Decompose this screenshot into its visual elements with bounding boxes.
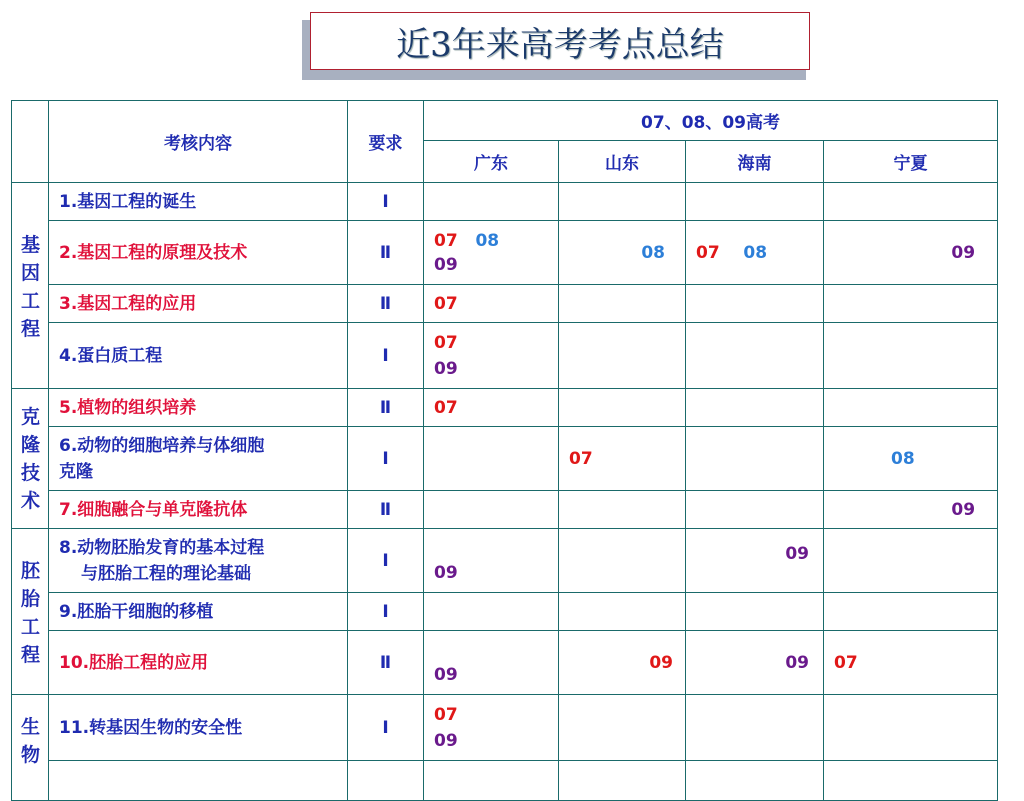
year-label: 09: [434, 358, 458, 379]
corner-cell: [12, 101, 49, 183]
cell-guangdong: [424, 221, 559, 285]
row-requirement: Ⅱ: [348, 221, 424, 285]
cell-shandong: [559, 389, 686, 427]
cell-guangdong: [424, 183, 559, 221]
year-label: 07: [434, 230, 458, 251]
year-label: 07: [569, 448, 593, 469]
year-label: 08: [641, 242, 665, 263]
row-requirement: Ⅰ: [348, 323, 424, 389]
cell-ningxia: [824, 631, 998, 695]
page-title: 近3年来高考考点总结: [310, 12, 810, 70]
cell-empty: [559, 761, 686, 801]
year-label: 07: [434, 332, 458, 353]
cell-shandong: [559, 427, 686, 491]
year-label: 08: [891, 448, 915, 469]
row-requirement: Ⅱ: [348, 631, 424, 695]
cell-ningxia: [824, 695, 998, 761]
year-label: 09: [785, 652, 809, 673]
cell-guangdong: [424, 529, 559, 593]
cell-shandong: [559, 183, 686, 221]
group-gene-engineering: 基因工程: [12, 183, 49, 389]
row-requirement: Ⅰ: [348, 183, 424, 221]
cell-hainan: [686, 631, 824, 695]
cell-hainan: [686, 529, 824, 593]
year-label: 08: [743, 242, 768, 263]
year-label: 09: [434, 730, 458, 751]
year-label: 07: [696, 242, 720, 263]
cell-ningxia: [824, 389, 998, 427]
cell-guangdong: [424, 491, 559, 529]
cell-shandong: [559, 529, 686, 593]
group-biology: 生物: [12, 695, 49, 801]
year-label: 09: [434, 254, 458, 275]
row-item-label: 2.基因工程的原理及技术: [49, 221, 348, 285]
cell-empty: [824, 761, 998, 801]
header-region-hainan: 海南: [686, 141, 824, 183]
cell-hainan: [686, 183, 824, 221]
cell-ningxia: [824, 285, 998, 323]
cell-empty: [686, 761, 824, 801]
row-requirement: Ⅰ: [348, 593, 424, 631]
row-item-label: 9.胚胎干细胞的移植: [49, 593, 348, 631]
cell-ningxia: [824, 221, 998, 285]
row-item-label: 8.动物胚胎发育的基本过程 与胚胎工程的理论基础: [49, 529, 348, 593]
cell-guangdong: [424, 323, 559, 389]
cell-hainan: [686, 389, 824, 427]
year-label: 09: [649, 652, 673, 673]
row-item-label: 3.基因工程的应用: [49, 285, 348, 323]
year-label: 09: [951, 499, 976, 520]
row-item-label: 4.蛋白质工程: [49, 323, 348, 389]
year-label: 09: [434, 562, 458, 583]
cell-ningxia: [824, 323, 998, 389]
year-label: 09: [785, 543, 809, 564]
cell-guangdong: [424, 427, 559, 491]
header-region-ningxia: 宁夏: [824, 141, 998, 183]
exam-points-table: [11, 100, 998, 801]
cell-guangdong: [424, 593, 559, 631]
header-requirement: 要求: [348, 101, 424, 183]
cell-shandong: [559, 221, 686, 285]
cell-guangdong: [424, 695, 559, 761]
cell-hainan: [686, 221, 824, 285]
cell-guangdong: [424, 389, 559, 427]
row-requirement: Ⅱ: [348, 285, 424, 323]
cell-hainan: [686, 323, 824, 389]
cell-empty: [424, 761, 559, 801]
cell-empty: [348, 761, 424, 801]
row-requirement: Ⅰ: [348, 427, 424, 491]
row-item-label: 7.细胞融合与单克隆抗体: [49, 491, 348, 529]
header-content: 考核内容: [49, 101, 348, 183]
group-embryo-engineering: 胚胎工程: [12, 529, 49, 695]
row-item-label: 10.胚胎工程的应用: [49, 631, 348, 695]
row-item-label: 1.基因工程的诞生: [49, 183, 348, 221]
year-label: 07: [434, 293, 458, 314]
row-requirement: Ⅱ: [348, 389, 424, 427]
cell-ningxia: [824, 529, 998, 593]
cell-shandong: [559, 695, 686, 761]
year-label: 07: [434, 704, 458, 725]
cell-ningxia: [824, 183, 998, 221]
row-requirement: Ⅰ: [348, 695, 424, 761]
year-label: 08: [475, 230, 500, 251]
row-item-label: 5.植物的组织培养: [49, 389, 348, 427]
cell-guangdong: [424, 631, 559, 695]
header-exams: 07、08、09高考: [424, 101, 998, 141]
cell-ningxia: [824, 593, 998, 631]
header-region-guangdong: 广东: [424, 141, 559, 183]
year-label: 07: [834, 652, 858, 673]
cell-hainan: [686, 695, 824, 761]
cell-shandong: [559, 491, 686, 529]
cell-shandong: [559, 323, 686, 389]
cell-ningxia: [824, 491, 998, 529]
year-label: 07: [434, 397, 458, 418]
row-item-label: 11.转基因生物的安全性: [49, 695, 348, 761]
row-requirement: Ⅰ: [348, 529, 424, 593]
group-cloning: 克隆技术: [12, 389, 49, 529]
cell-shandong: [559, 631, 686, 695]
cell-empty: [49, 761, 348, 801]
cell-guangdong: [424, 285, 559, 323]
header-region-shandong: 山东: [559, 141, 686, 183]
cell-hainan: [686, 427, 824, 491]
cell-hainan: [686, 593, 824, 631]
cell-shandong: [559, 593, 686, 631]
cell-hainan: [686, 285, 824, 323]
cell-hainan: [686, 491, 824, 529]
row-requirement: Ⅱ: [348, 491, 424, 529]
row-item-label: 6.动物的细胞培养与体细胞 克隆: [49, 427, 348, 491]
year-label: 09: [951, 242, 976, 263]
cell-ningxia: [824, 427, 998, 491]
cell-shandong: [559, 285, 686, 323]
year-label: 09: [434, 664, 458, 685]
